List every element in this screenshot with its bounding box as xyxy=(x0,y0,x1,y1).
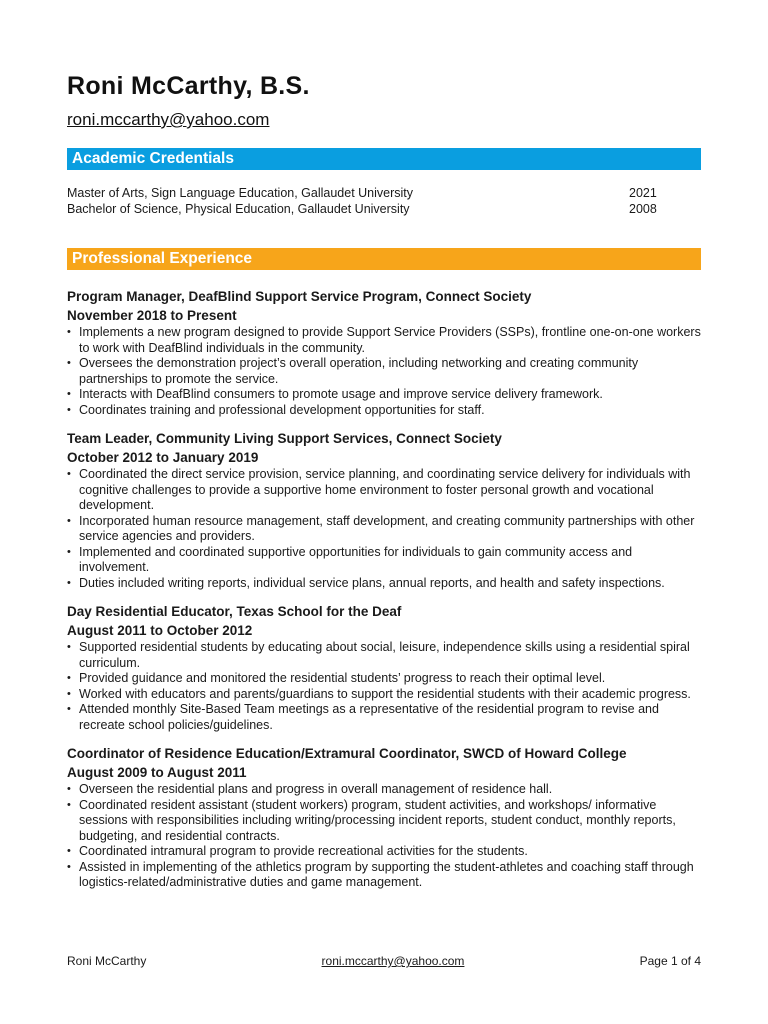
academic-credentials-list xyxy=(67,185,701,217)
bullet-item xyxy=(67,356,701,387)
bullet-item xyxy=(67,687,701,703)
job-title: Program Manager, DeafBlind Support Service Program, Connect Society xyxy=(67,289,532,304)
bullet-icon: • xyxy=(67,514,71,527)
job-entry xyxy=(67,745,701,891)
bullet-item xyxy=(67,798,701,845)
experience-list xyxy=(67,288,701,903)
resume-name: Roni McCarthy, B.S. xyxy=(67,72,310,100)
bullet-icon: • xyxy=(67,357,71,369)
credential-text: Master of Arts, Sign Language Education, Gallaudet University xyxy=(67,186,414,200)
job-dates: August 2011 to October 2012 xyxy=(67,623,253,638)
bullet-icon: • xyxy=(67,545,71,558)
bullet-text: Coordinated resident assistant (student workers) program, student activities, and workshops/ informative sessions with responsibilities including writing/processing incident reports, student conduct, monthly reports, budgeting, and residential contracts. xyxy=(79,797,676,843)
bullet-icon: • xyxy=(67,576,71,589)
footer-email-link[interactable]: roni.mccarthy@yahoo.com xyxy=(321,954,465,968)
bullet-item xyxy=(67,325,701,356)
bullet-icon: • xyxy=(67,783,71,795)
bullet-item xyxy=(67,671,701,687)
bullet-text: Overseen the residential plans and progress in overall management of residence hall. xyxy=(79,782,553,796)
job-dates: August 2009 to August 2011 xyxy=(67,765,247,780)
bullet-item xyxy=(67,782,701,798)
bullet-item xyxy=(67,640,701,671)
bullet-icon: • xyxy=(67,468,71,480)
job-dates: October 2012 to January 2019 xyxy=(67,450,259,465)
job-entry xyxy=(67,603,701,733)
credential-year: 2021 xyxy=(629,186,657,200)
job-title: Coordinator of Residence Education/Extramural Coordinator, SWCD of Howard College xyxy=(67,746,627,761)
bullet-item xyxy=(67,387,701,403)
job-title: Team Leader, Community Living Support Services, Connect Society xyxy=(67,431,502,446)
bullet-item xyxy=(67,860,701,891)
job-dates: November 2018 to Present xyxy=(67,308,237,323)
job-entry xyxy=(67,288,701,418)
bullet-item xyxy=(67,403,701,419)
bullet-icon: • xyxy=(67,703,71,715)
bullet-item xyxy=(67,467,701,514)
job-entry xyxy=(67,430,701,591)
job-bullets xyxy=(67,325,701,418)
bullet-text: Implemented and coordinated supportive opportunities for individuals to gain community access and involvement. xyxy=(79,544,633,574)
bullet-icon: • xyxy=(67,403,71,416)
bullet-text: Oversees the demonstration project’s overall operation, including networking and creating community partnerships to promote the service. xyxy=(79,356,639,386)
credential-row xyxy=(67,201,701,217)
bullet-item xyxy=(67,545,701,576)
job-bullets xyxy=(67,467,701,591)
bullet-text: Assisted in implementing of the athletics program by supporting the student-athletes and coaching staff through logistics-related/administrative duties and game management. xyxy=(79,859,694,889)
professional-experience-heading: Professional Experience xyxy=(67,248,701,270)
page-footer xyxy=(67,954,701,968)
bullet-icon: • xyxy=(67,641,71,653)
bullet-icon: • xyxy=(67,845,71,857)
bullet-icon: • xyxy=(67,672,71,684)
bullet-text: Incorporated human resource management, staff development, and creating community partnerships with other service agencies and providers. xyxy=(79,513,695,543)
bullet-text: Coordinated intramural program to provide recreational activities for the students. xyxy=(79,844,528,858)
bullet-text: Supported residential students by educating about social, leisure, independence skills using a residential spiral curriculum. xyxy=(79,640,690,670)
bullet-icon: • xyxy=(67,687,71,700)
bullet-text: Worked with educators and parents/guardians to support the residential students with their academic progress. xyxy=(79,686,691,701)
bullet-text: Interacts with DeafBlind consumers to promote usage and improve service delivery framework. xyxy=(79,387,603,401)
page-number: Page 1 of 4 xyxy=(639,954,701,968)
job-title: Day Residential Educator, Texas School for the Deaf xyxy=(67,604,402,619)
bullet-item xyxy=(67,844,701,860)
bullet-item xyxy=(67,576,701,592)
email-link[interactable]: roni.mccarthy@yahoo.com xyxy=(67,110,270,129)
credential-year: 2008 xyxy=(629,202,657,216)
bullet-item xyxy=(67,514,701,545)
job-bullets xyxy=(67,782,701,891)
bullet-item xyxy=(67,702,701,733)
bullet-text: Coordinated the direct service provision, service planning, and coordinating service delivery for individuals with cognitive challenges to provide a supportive home environment to foster personal growth and vocational development. xyxy=(79,467,691,512)
bullet-icon: • xyxy=(67,798,71,811)
academic-credentials-heading: Academic Credentials xyxy=(67,148,701,170)
bullet-text: Coordinates training and professional development opportunities for staff. xyxy=(79,402,485,417)
bullet-icon: • xyxy=(67,326,71,338)
credential-row xyxy=(67,185,701,201)
bullet-icon: • xyxy=(67,860,71,873)
bullet-text: Implements a new program designed to provide Support Service Providers (SSPs), frontline one-on-one workers to work with DeafBlind individuals in the community. xyxy=(79,325,701,355)
credential-text: Bachelor of Science, Physical Education, Gallaudet University xyxy=(67,202,410,216)
job-bullets xyxy=(67,640,701,733)
footer-name: Roni McCarthy xyxy=(67,954,147,968)
bullet-icon: • xyxy=(67,388,71,400)
bullet-text: Attended monthly Site-Based Team meetings as a representative of the residential program to revise and recreate school policies/guidelines. xyxy=(79,702,659,732)
bullet-text: Duties included writing reports, individual service plans, annual reports, and health and safety inspections. xyxy=(79,575,665,590)
bullet-text: Provided guidance and monitored the residential students’ progress to reach their optimal level. xyxy=(79,671,606,685)
